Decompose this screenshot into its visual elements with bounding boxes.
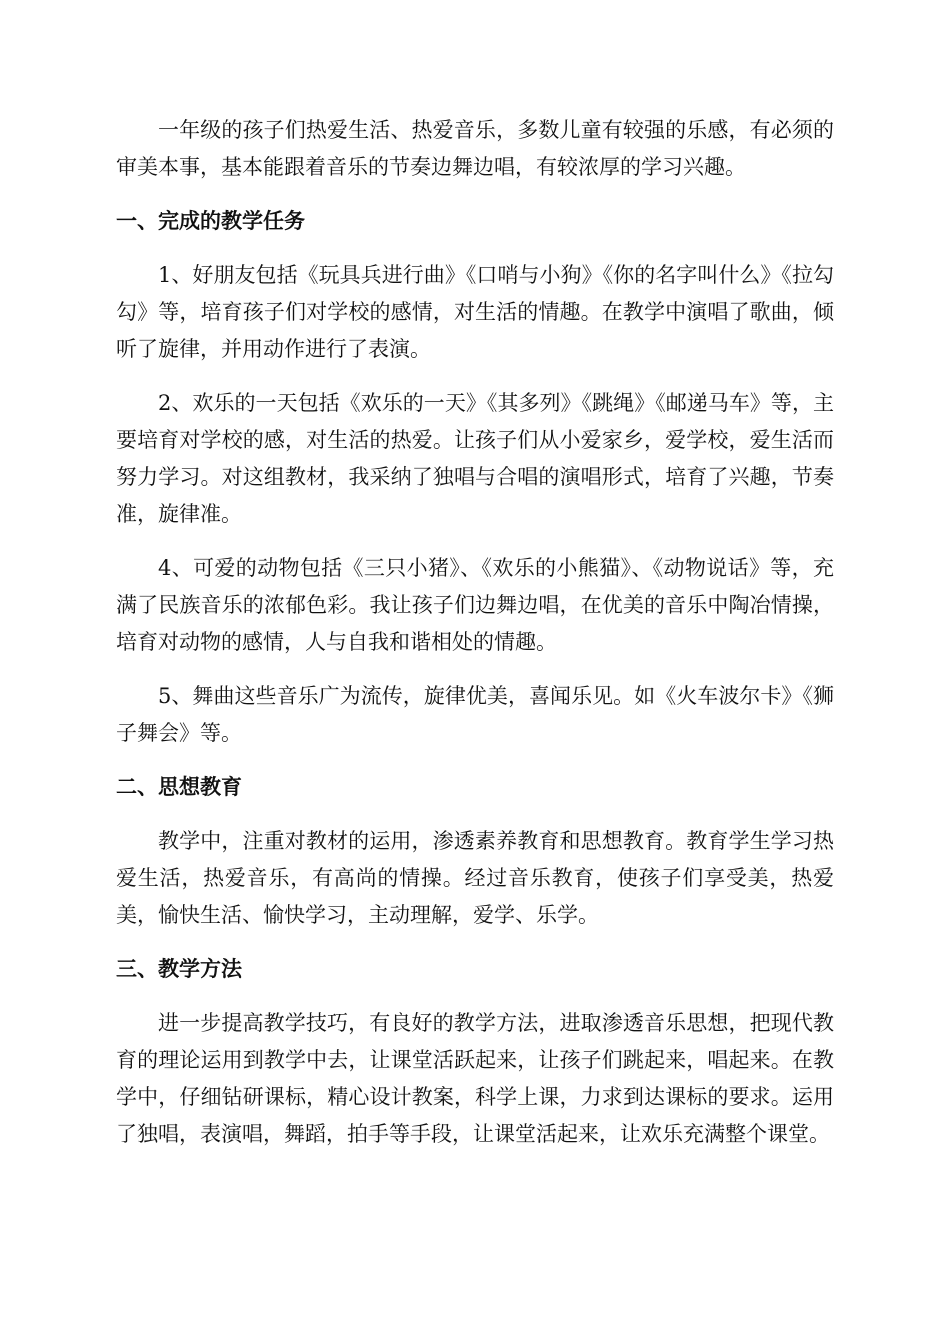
document-body bbox=[116, 112, 834, 1170]
paragraph-friends: 1、好朋友包括《玩具兵进行曲》《口哨与小狗》《你的名字叫什么》《拉勾勾》等，培育孩子们对学校的感情，对生活的情趣。在教学中演唱了歌曲，倾听了旋律，并用动作进行了表演。 bbox=[116, 263, 834, 361]
paragraph-dances: 5、舞曲这些音乐广为流传，旋律优美，喜闻乐见。如《火车波尔卡》《狮子舞会》等。 bbox=[116, 684, 834, 745]
paragraph-teaching-methods: 进一步提高教学技巧，有良好的教学方法，进取渗透音乐思想，把现代教育的理论运用到教学中去，让课堂活跃起来，让孩子们跳起来，唱起来。在教学中，仔细钻研课标，精心设计教案，科学上课，力求到达课标的要求。运用了独唱，表演唱，舞蹈，拍手等手段，让课堂活起来，让欢乐充满整个课堂。 bbox=[116, 1011, 834, 1146]
section-heading-teaching-methods: 三、教学方法 bbox=[116, 957, 242, 981]
paragraph-moral-education: 教学中，注重对教材的运用，渗透素养教育和思想教育。教育学生学习热爱生活，热爱音乐，有高尚的情操。经过音乐教育，使孩子们享受美，热爱美，愉快生活、愉快学习，主动理解，爱学、乐学。 bbox=[116, 829, 834, 927]
section-heading-tasks: 一、完成的教学任务 bbox=[116, 209, 305, 233]
section-heading-moral-education: 二、思想教育 bbox=[116, 775, 242, 799]
paragraph-happy-day: 2、欢乐的一天包括《欢乐的一天》《其多列》《跳绳》《邮递马车》等，主要培育对学校的感，对生活的热爱。让孩子们从小爱家乡，爱学校，爱生活而努力学习。对这组教材，我采纳了独唱与合唱的演唱形式，培育了兴趣，节奏准，旋律准。 bbox=[116, 391, 834, 526]
paragraph-animals: 4、可爱的动物包括《三只小猪》、《欢乐的小熊猫》、《动物说话》等，充满了民族音乐的浓郁色彩。我让孩子们边舞边唱，在优美的音乐中陶冶情操，培育对动物的感情，人与自我和谐相处的情趣。 bbox=[116, 556, 834, 654]
intro-paragraph: 一年级的孩子们热爱生活、热爱音乐，多数儿童有较强的乐感，有必须的审美本事，基本能跟着音乐的节奏边舞边唱，有较浓厚的学习兴趣。 bbox=[116, 118, 834, 179]
